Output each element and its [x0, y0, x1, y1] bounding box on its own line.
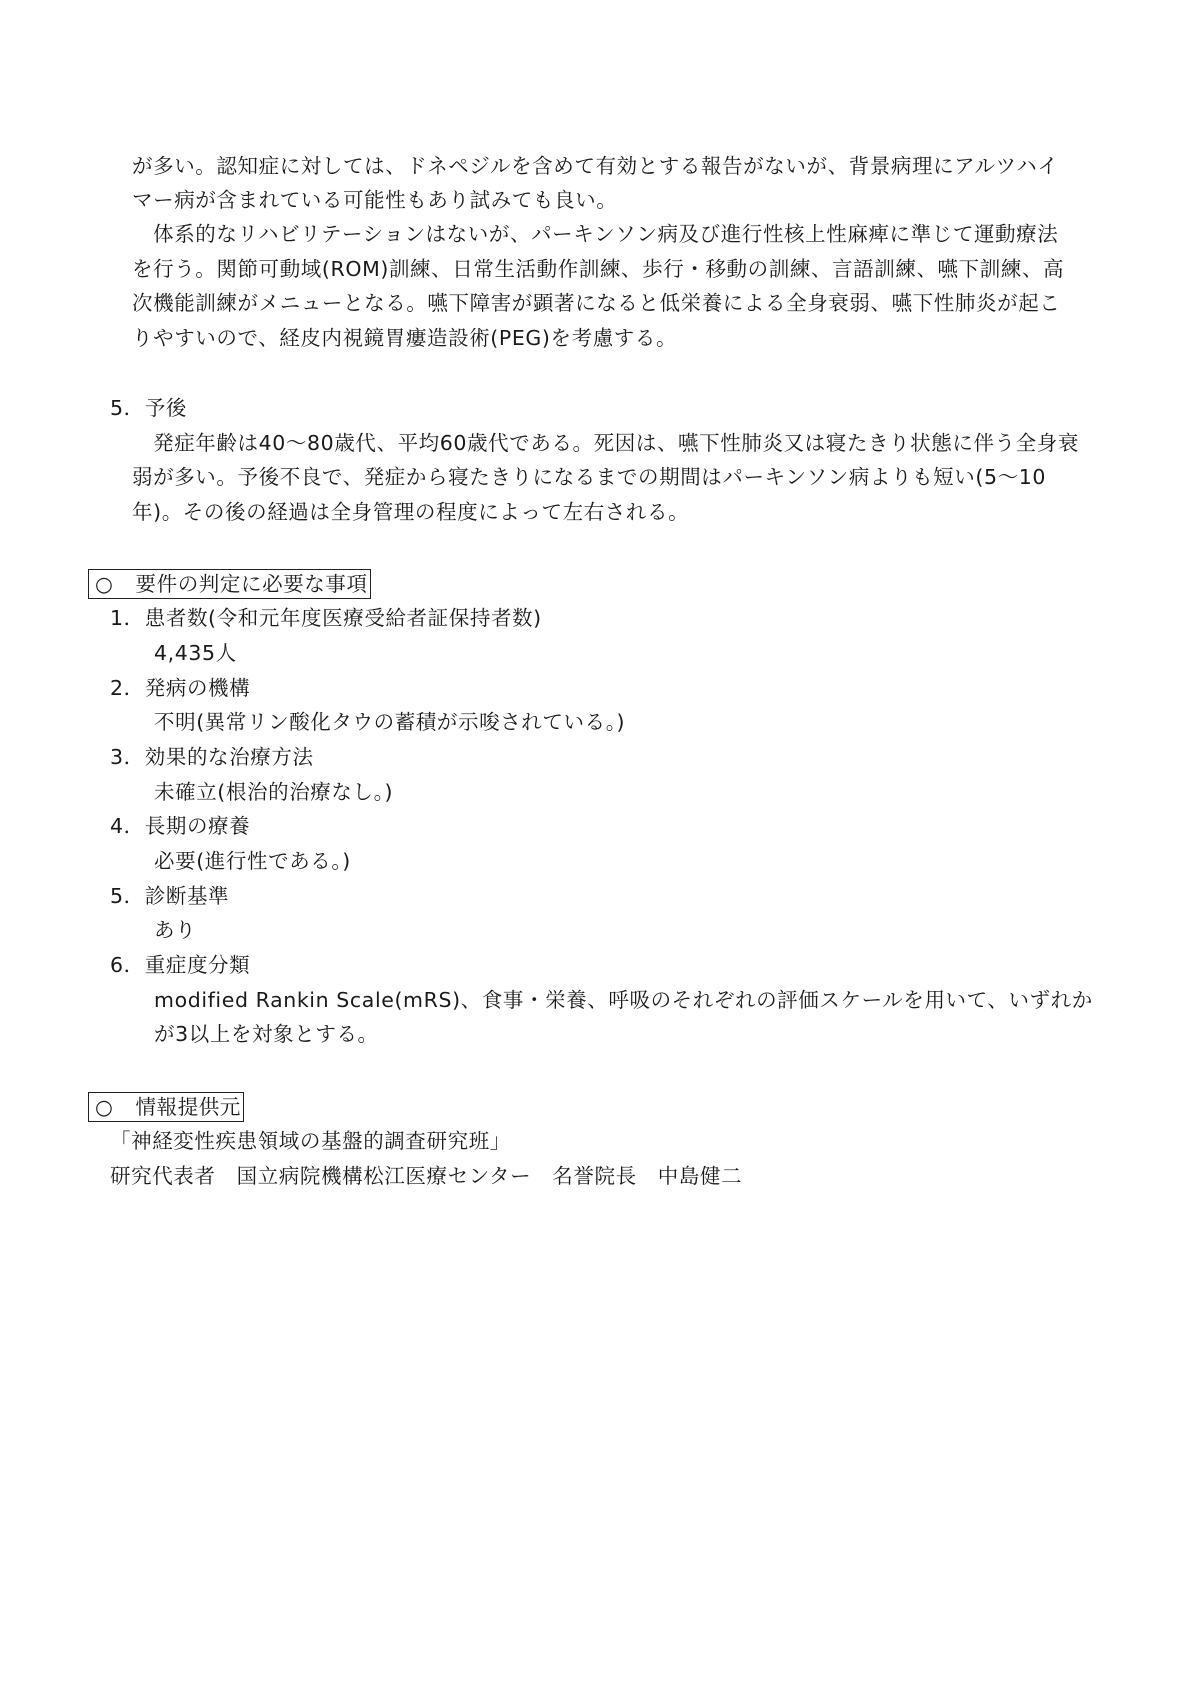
prognosis-line: 年)。その後の経過は全身管理の程度によって左右される。 — [132, 500, 690, 524]
requirement-item-heading: 2．発病の機構 — [110, 676, 251, 700]
requirement-item-body: が3以上を対象とする。 — [154, 1022, 379, 1046]
requirement-item-body: 4,435人 — [154, 641, 237, 665]
intro-line: 体系的なリハビリテーションはないが、パーキンソン病及び進行性核上性麻痺に準じて運動療法 — [132, 222, 1059, 246]
intro-line: 次機能訓練がメニューとなる。嚥下障害が顕著になると低栄養による全身衰弱、嚥下性肺炎が起こ — [132, 291, 1061, 315]
requirement-item-body: 必要(進行性である。) — [154, 849, 351, 873]
requirement-item-heading: 3．効果的な治療方法 — [110, 745, 314, 769]
requirement-item-body: あり — [154, 918, 197, 942]
circle-marker-icon: ○ — [95, 1095, 114, 1119]
source-section-title — [88, 1092, 244, 1122]
source-group: 「神経変性疾患領域の基盤的調査研究班」 — [110, 1129, 511, 1153]
requirement-item-body: 不明(異常リン酸化タウの蓄積が示唆されている。) — [154, 710, 626, 734]
requirement-item-body: 未確立(根治的治療なし。) — [154, 780, 394, 804]
intro-line: が多い。認知症に対しては、ドネペジルを含めて有効とする報告がないが、背景病理にアルツハイ — [132, 154, 1059, 178]
intro-line: りやすいので、経皮内視鏡胃瘻造設術(PEG)を考慮する。 — [132, 326, 678, 350]
prognosis-line: 発症年齢は40～80歳代、平均60歳代である。死因は、嚥下性肺炎又は寝たきり状態に伴う全身衰 — [132, 431, 1079, 455]
circle-marker-icon: ○ — [95, 572, 114, 596]
source-representative: 研究代表者 国立病院機構松江医療センター 名誉院長 中島健二 — [110, 1164, 743, 1188]
requirement-item-body: modified Rankin Scale(mRS)、食事・栄養、呼吸のそれぞれの評価スケールを用いて、いずれか — [154, 988, 1093, 1012]
requirements-title: 要件の判定に必要な事項 — [135, 572, 368, 596]
prognosis-line: 弱が多い。予後不良で、発症から寝たきりになるまでの期間はパーキンソン病よりも短い(5～10 — [132, 465, 1047, 489]
prognosis-heading: 5．予後 — [110, 396, 187, 420]
requirement-item-heading: 1．患者数(令和元年度医療受給者証保持者数) — [110, 606, 542, 630]
intro-line: を行う。関節可動域(ROM)訓練、日常生活動作訓練、歩行・移動の訓練、言語訓練、嚥下訓練、高 — [132, 257, 1065, 281]
requirements-section-title — [88, 569, 371, 599]
requirement-item-heading: 4．長期の療養 — [110, 814, 251, 838]
requirement-item-heading: 6．重症度分類 — [110, 953, 251, 977]
intro-line: マー病が含まれている可能性もあり試みても良い。 — [132, 188, 618, 212]
source-title: 情報提供元 — [135, 1095, 241, 1119]
requirement-item-heading: 5．診断基準 — [110, 884, 230, 908]
